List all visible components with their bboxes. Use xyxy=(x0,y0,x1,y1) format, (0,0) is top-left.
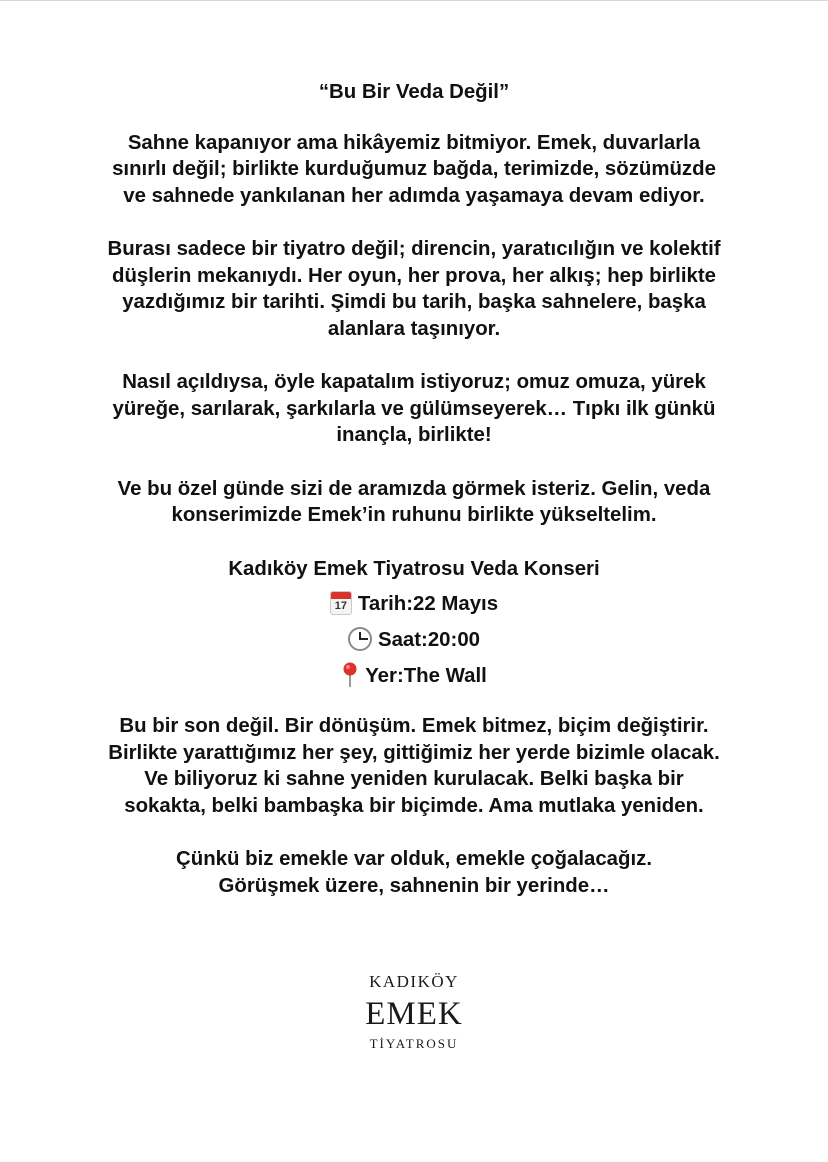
letter-title: “Bu Bir Veda Değil” xyxy=(318,81,510,103)
event-time: Saat:20:00 xyxy=(377,629,480,651)
text-line: Birlikte yarattığımız her şey, gittiğimiz her yerde bizimle olacak. xyxy=(108,741,720,764)
event-place: Yer:The Wall xyxy=(365,665,487,687)
calendar-icon xyxy=(330,591,352,615)
text-line: ve sahnede yankılanan her adımda yaşamaya devam ediyor. xyxy=(123,184,705,207)
logo-line-emek: EMEK xyxy=(365,996,463,1032)
text-line: yüreğe, sarılarak, şarkılarla ve gülümseyerek… Tıpkı ilk günkü xyxy=(112,397,716,420)
text-line: alanlara taşınıyor. xyxy=(327,317,501,340)
pushpin-icon xyxy=(341,662,359,688)
event-place-row xyxy=(60,658,768,694)
text-line: Burası sadece bir tiyatro değil; direncin, yaratıcılığın ve kolektif xyxy=(107,238,721,260)
text-line: Bu bir son değil. Bir dönüşüm. Emek bitmez, biçim değiştirir. xyxy=(119,715,709,737)
paragraph-4 xyxy=(60,476,768,529)
closing-paragraph-2 xyxy=(60,846,768,899)
top-border xyxy=(0,0,828,1)
event-time-row xyxy=(60,622,768,658)
logo-line-tiyatrosu: TİYATROSU xyxy=(369,1036,459,1051)
text-line: Ve biliyoruz ki sahne yeniden kurulacak. Belki başka bir xyxy=(144,768,684,790)
paragraph-1 xyxy=(60,130,768,210)
text-line: inançla, birlikte! xyxy=(336,424,492,446)
calendar-icon-header xyxy=(331,592,351,599)
text-line: Nasıl açıldıysa, öyle kapatalım istiyoruz; omuz omuza, yürek xyxy=(122,371,706,393)
theatre-logo xyxy=(0,970,828,1054)
logo-line-kadikoy: KADIKÖY xyxy=(369,972,459,991)
closing-paragraph-1 xyxy=(60,713,768,819)
text-line: düşlerin mekanıydı. Her oyun, her prova, her alkış; hep birlikte xyxy=(112,264,716,287)
letter-body xyxy=(60,79,768,926)
event-details xyxy=(60,556,768,695)
event-title: Kadıköy Emek Tiyatrosu Veda Konseri xyxy=(228,557,600,580)
text-line: sınırlı değil; birlikte kurduğumuz bağda, terimizde, sözümüzde xyxy=(112,158,716,180)
text-line: konserimizde Emek’in ruhunu birlikte yükseltelim. xyxy=(171,504,657,526)
text-line: sokakta, belki bambaşka bir biçimde. Ama mutlaka yeniden. xyxy=(124,794,704,817)
paragraph-3 xyxy=(60,369,768,449)
event-date: Tarih:22 Mayıs xyxy=(357,593,499,615)
text-line: Görüşmek üzere, sahnenin bir yerinde… xyxy=(218,874,610,897)
text-line: yazdığımız bir tarihti. Şimdi bu tarih, başka sahnelere, başka xyxy=(122,291,706,313)
calendar-icon-number: 17 xyxy=(334,599,348,612)
text-line: Ve bu özel günde sizi de aramızda görmek isteriz. Gelin, veda xyxy=(117,477,711,500)
paragraph-2 xyxy=(60,236,768,342)
text-line: Çünkü biz emekle var olduk, emekle çoğalacağız. xyxy=(176,848,652,870)
event-date-row xyxy=(60,586,768,622)
clock-icon xyxy=(348,627,372,651)
text-line: Sahne kapanıyor ama hikâyemiz bitmiyor. Emek, duvarlarla xyxy=(127,131,701,154)
